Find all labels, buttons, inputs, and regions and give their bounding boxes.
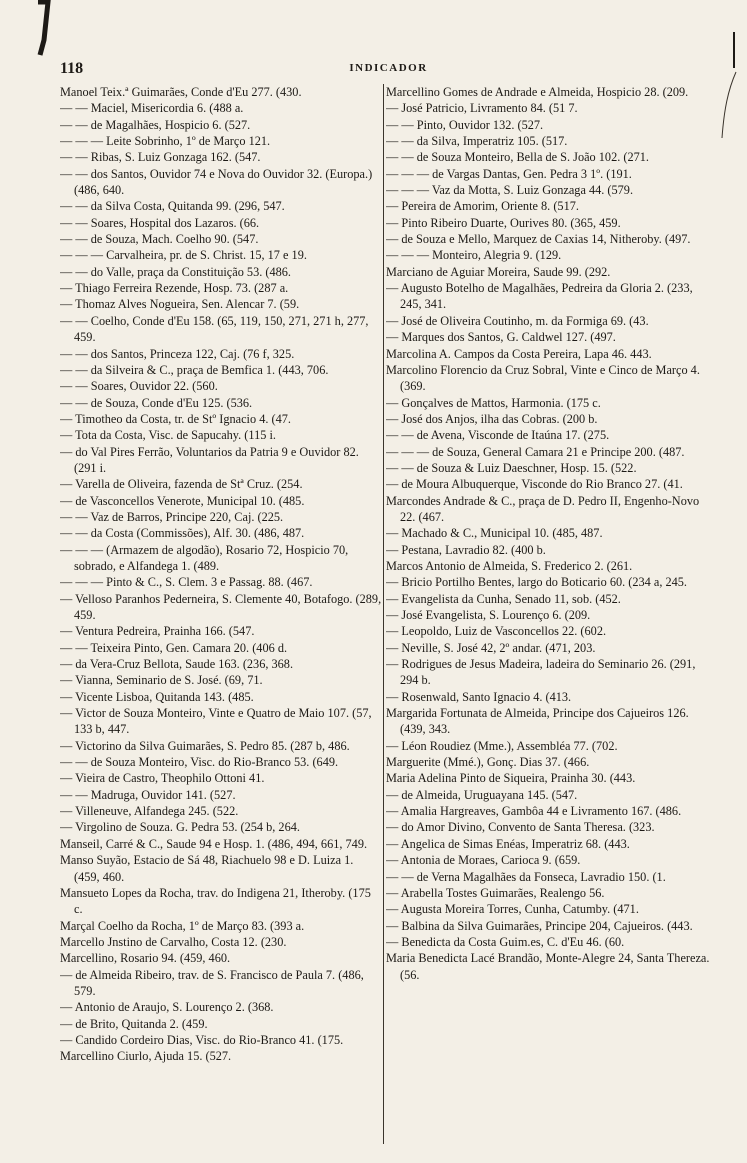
directory-entry: — de Moura Albuquerque, Visconde do Rio Branco 27. (41. — [386, 477, 683, 492]
directory-entry: — Antonia de Moraes, Carioca 9. (659. — [386, 853, 581, 868]
directory-entry: — Pinto Ribeiro Duarte, Ourives 80. (365, 459. — [386, 215, 621, 230]
directory-entry: Marcellino, Rosario 94. (459, 460. — [60, 951, 231, 966]
directory-entry: — Léon Roudiez (Mme.), Assembléa 77. (702. — [386, 738, 618, 753]
directory-entry: — José de Oliveira Coutinho, m. da Formiga 69. (43. — [386, 313, 649, 328]
directory-entry: — — Maciel, Misericordia 6. (488 a. — [60, 101, 244, 116]
directory-entry: — Ventura Pedreira, Prainha 166. (547. — [60, 624, 255, 639]
directory-entry: — — de Avena, Visconde de Itaúna 17. (275. — [386, 428, 610, 443]
directory-entry: Marcellino Gomes de Andrade e Almeida, Hospicio 28. (209. — [386, 85, 689, 99]
directory-entry: — — dos Santos, Ouvidor 74 e Nova do Ouvidor 32. (Europa.) (486, 640. — [60, 166, 373, 198]
directory-entry: — Gonçalves de Mattos, Harmonia. (175 c. — [386, 395, 601, 410]
directory-entry: — Antonio de Araujo, S. Lourenço 2. (368. — [60, 1000, 274, 1015]
scan-mark-top-right — [728, 30, 740, 70]
directory-entry: — Evangelista da Cunha, Senado 11, sob. (452. — [386, 591, 621, 606]
page-number: 118 — [60, 60, 84, 77]
directory-entry: — — da Silva Costa, Quitanda 99. (296, 547. — [60, 199, 285, 214]
directory-entry: — — Vaz de Barros, Principe 220, Caj. (225. — [60, 509, 284, 524]
directory-entry: — — de Souza, Mach. Coelho 90. (547. — [60, 232, 259, 247]
directory-entry: — Candido Cordeiro Dias, Visc. do Rio-Branco 41. (175. — [60, 1032, 344, 1047]
directory-entry: Manso Suyão, Estacio de Sá 48, Riachuelo 98 e D. Luiza 1. (459, 460. — [60, 853, 354, 884]
directory-entry: — — Soares, Hospital dos Lazaros. (66. — [60, 215, 260, 230]
directory-entry: — Leopoldo, Luiz de Vasconcellos 22. (602. — [386, 624, 607, 639]
directory-entry: — — de Verna Magalhães da Fonseca, Lavradio 150. (1. — [386, 869, 666, 884]
directory-entry: — de Almeida Ribeiro, trav. de S. Francisco de Paula 7. (486, 579. — [60, 967, 364, 998]
directory-entry: — Balbina da Silva Guimarães, Principe 204, Cajueiros. (443. — [386, 918, 693, 933]
directory-entry: — Rosenwald, Santo Ignacio 4. (413. — [386, 689, 572, 704]
directory-entry: — — Teixeira Pinto, Gen. Camara 20. (406 d. — [60, 640, 288, 655]
directory-entry: Marcolina A. Campos da Costa Pereira, Lapa 46. 443. — [386, 346, 652, 361]
directory-entry: — de Vasconcellos Venerote, Municipal 10. (485. — [60, 493, 305, 508]
page-header — [60, 60, 717, 80]
directory-entry: — — Ribas, S. Luiz Gonzaga 162. (547. — [60, 150, 261, 165]
directory-entry: — — da Silva, Imperatriz 105. (517. — [386, 134, 568, 149]
directory-entry: — — do Valle, praça da Constituição 53. (486. — [60, 264, 291, 279]
scan-mark-top-left — [30, 0, 60, 60]
directory-entry: Marciano de Aguiar Moreira, Saude 99. (292. — [386, 264, 611, 279]
directory-entry: — — de Souza, Conde d'Eu 125. (536. — [60, 395, 253, 410]
directory-entry: — José Evangelista, S. Lourenço 6. (209. — [386, 608, 591, 622]
directory-entry: — de Almeida, Uruguayana 145. (547. — [386, 787, 578, 802]
directory-entry: — — — de Vargas Dantas, Gen. Pedra 3 1º. (191. — [386, 166, 632, 181]
directory-entry: — Benedicta da Costa Guim.es, C. d'Eu 46. (60. — [386, 934, 625, 949]
directory-entry: Margarida Fortunata de Almeida, Principe dos Cajueiros 126. (439, 343. — [386, 706, 689, 737]
directory-entry: Manseil, Carré & C., Saude 94 e Hosp. 1. (486, 494, 661, 749. — [60, 836, 368, 851]
directory-entry: — Pereira de Amorim, Oriente 8. (517. — [386, 199, 579, 214]
directory-entry: Manoel Teix.ª Guimarães, Conde d'Eu 277. (430. — [60, 85, 302, 99]
directory-entry: — Virgolino de Souza. G. Pedra 53. (254 b, 264. — [60, 820, 300, 835]
directory-entry: — Arabella Tostes Guimarães, Realengo 56. — [386, 885, 605, 900]
left-column — [60, 84, 382, 1124]
directory-entry: — Vicente Lisboa, Quitanda 143. (485. — [60, 689, 254, 704]
directory-entry: — — Coelho, Conde d'Eu 158. (65, 119, 150, 271, 271 h, 277, 459. — [60, 313, 369, 345]
directory-entry: Marcos Antonio de Almeida, S. Frederico 2. (261. — [386, 558, 633, 573]
directory-entry: — — de Souza Monteiro, Bella de S. João 102. (271. — [386, 150, 649, 165]
directory-entry: Mansueto Lopes da Rocha, trav. do Indigena 21, Itheroby. (175 c. — [60, 885, 371, 917]
directory-entry: — — de Souza Monteiro, Visc. do Rio-Branco 53. (649. — [60, 755, 339, 770]
directory-entry: Maria Adelina Pinto de Siqueira, Prainha 30. (443. — [386, 771, 636, 786]
directory-entry: — do Amor Divino, Convento de Santa Theresa. (323. — [386, 820, 655, 835]
directory-entry: — — — (Armazem de algodão), Rosario 72, Hospicio 70, sobrado, e Alfandega 1. (489. — [60, 542, 349, 573]
column-divider — [383, 84, 384, 1144]
directory-entry: — Angelica de Simas Enéas, Imperatriz 68. (443. — [386, 836, 630, 851]
directory-entry: — — Pinto, Ouvidor 132. (527. — [386, 117, 544, 132]
directory-entry: — — de Souza & Luiz Daeschner, Hosp. 15. (522. — [386, 460, 637, 475]
directory-entry: — Villeneuve, Alfandega 245. (522. — [60, 804, 239, 819]
directory-entry: — — — Monteiro, Alegria 9. (129. — [386, 248, 562, 263]
directory-entry: — — — Leite Sobrinho, 1º de Março 121. — [60, 134, 271, 149]
directory-entry: — Timotheo da Costa, tr. de Stº Ignacio 4. (47. — [60, 411, 291, 426]
directory-entry: — Vianna, Seminario de S. José. (69, 71. — [60, 673, 263, 688]
directory-entry: — do Val Pires Ferrão, Voluntarios da Patria 9 e Ouvidor 82. (291 i. — [60, 444, 359, 475]
directory-entry: — — da Costa (Commissões), Alf. 30. (486, 487. — [60, 526, 305, 541]
directory-entry: — Velloso Paranhos Pederneira, S. Clemente 40, Botafogo. (289, 459. — [60, 591, 382, 622]
directory-entry: — Thiago Ferreira Rezende, Hosp. 73. (287 a. — [60, 281, 289, 296]
directory-entry: — — — de Souza, General Camara 21 e Principe 200. (487. — [386, 444, 685, 459]
running-head: INDICADOR — [349, 62, 428, 74]
directory-entry: Marguerite (Mmé.), Gonç. Dias 37. (466. — [386, 755, 590, 770]
directory-entry: — Augusta Moreira Torres, Cunha, Catumby. (471. — [386, 902, 639, 917]
directory-entry: — — — Vaz da Motta, S. Luiz Gonzaga 44. (579. — [386, 183, 634, 198]
directory-entry: — — — Pinto & C., S. Clem. 3 e Passag. 88. (467. — [60, 575, 313, 590]
directory-entry: — Victor de Souza Monteiro, Vinte e Quatro de Maio 107. (57, 133 b, 447. — [60, 706, 372, 737]
directory-entry: — Neville, S. José 42, 2º andar. (471, 203. — [386, 640, 596, 655]
directory-entry: — da Vera-Cruz Bellota, Saude 163. (236, 368. — [60, 657, 294, 672]
directory-entry: — de Brito, Quitanda 2. (459. — [60, 1016, 208, 1031]
directory-entry: — Pestana, Lavradio 82. (400 b. — [386, 542, 546, 557]
directory-entry: — — Soares, Ouvidor 22. (560. — [60, 379, 218, 394]
directory-entry: — Bricio Portilho Bentes, largo do Boticario 60. (234 a, 245. — [386, 575, 688, 590]
directory-entry: — Tota da Costa, Visc. de Sapucahy. (115 i. — [60, 428, 276, 443]
directory-entry: Maria Benedicta Lacé Brandão, Monte-Alegre 24, Santa Thereza. (56. — [386, 951, 710, 982]
directory-entry: — José Patricio, Livramento 84. (51 7. — [386, 101, 578, 116]
directory-entry: — — da Silveira & C., praça de Bemfica 1. (443, 706. — [60, 362, 329, 377]
directory-entry: — — de Magalhães, Hospicio 6. (527. — [60, 117, 251, 132]
directory-entry: Marcellino Ciurlo, Ajuda 15. (527. — [60, 1049, 232, 1064]
directory-entry: Marcello Jnstino de Carvalho, Costa 12. (230. — [60, 934, 287, 949]
pencil-mark-right — [718, 70, 740, 140]
right-column — [386, 84, 716, 1124]
directory-entry: — Rodrigues de Jesus Madeira, ladeira do Seminario 26. (291, 294 b. — [386, 657, 696, 688]
directory-entry: — de Souza e Mello, Marquez de Caxias 14, Nitheroby. (497. — [386, 232, 691, 247]
directory-entry: — José dos Anjos, ilha das Cobras. (200 b. — [386, 411, 598, 426]
directory-entry: — Augusto Botelho de Magalhães, Pedreira da Gloria 2. (233, 245, 341. — [386, 281, 693, 312]
directory-entry: — Vieira de Castro, Theophilo Ottoni 41. — [60, 771, 265, 786]
directory-entry: — — Madruga, Ouvidor 141. (527. — [60, 787, 236, 802]
directory-entry: Marcondes Andrade & C., praça de D. Pedro II, Engenho-Novo 22. (467. — [386, 493, 700, 524]
directory-entry: — Thomaz Alves Nogueira, Sen. Alencar 7. (59. — [60, 297, 300, 312]
directory-entry: — Machado & C., Municipal 10. (485, 487. — [386, 526, 603, 541]
directory-entry: — — — Carvalheira, pr. de S. Christ. 15, 17 e 19. — [60, 248, 307, 263]
directory-entry: Marcolino Florencio da Cruz Sobral, Vinte e Cinco de Março 4. (369. — [386, 362, 700, 394]
directory-entry: — Victorino da Silva Guimarães, S. Pedro 85. (287 b, 486. — [60, 738, 350, 753]
directory-entry: — Marques dos Santos, G. Caldwel 127. (497. — [386, 330, 616, 345]
directory-entry: — Varella de Oliveira, fazenda de Stª Cruz. (254. — [60, 477, 303, 492]
directory-entry: Marçal Coelho da Rocha, 1º de Março 83. (393 a. — [60, 918, 305, 933]
directory-entry: — Amalia Hargreaves, Gambôa 44 e Livramento 167. (486. — [386, 804, 682, 819]
directory-entry: — — dos Santos, Princeza 122, Caj. (76 f, 325. — [60, 346, 295, 361]
